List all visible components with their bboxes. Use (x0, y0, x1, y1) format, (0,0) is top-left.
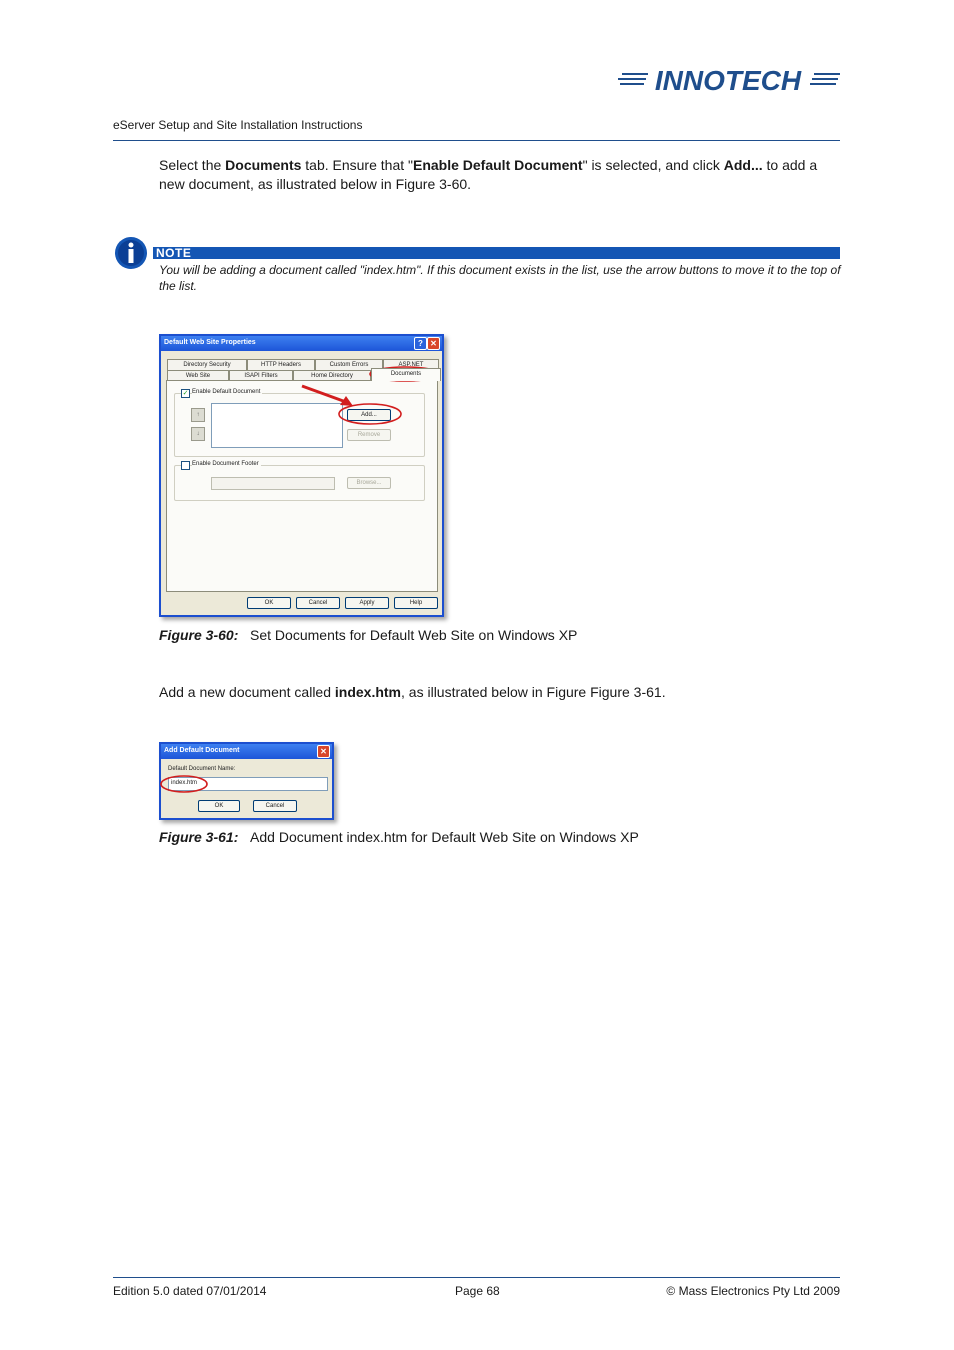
dialog-title: Default Web Site Properties (164, 339, 256, 346)
index-htm-highlight (161, 776, 207, 792)
help-icon[interactable]: ? (414, 337, 427, 350)
move-down-arrow-icon[interactable]: ↓ (191, 427, 205, 441)
enable-document-footer-checkbox[interactable] (181, 461, 190, 470)
footer-edition: Edition 5.0 dated 07/01/2014 (113, 1284, 267, 1298)
document-title: eServer Setup and Site Installation Instructions (113, 118, 363, 132)
footer-page-number: Page 68 (455, 1284, 500, 1298)
tab-home-directory[interactable]: Home Directory (293, 370, 371, 381)
tab-http-headers[interactable]: HTTP Headers (247, 359, 315, 370)
cancel-button[interactable]: Cancel (253, 800, 297, 812)
figure-2-annotation (158, 772, 218, 796)
tab-isapi-filters[interactable]: ISAPI Filters (229, 370, 293, 381)
innotech-logo (618, 62, 842, 96)
header-rule (113, 140, 840, 141)
note-label: NOTE (156, 246, 192, 260)
svg-text:INNOTECH: INNOTECH (654, 65, 802, 96)
tab-web-site[interactable]: Web Site (167, 370, 229, 381)
close-icon[interactable]: ✕ (427, 337, 440, 350)
ok-button[interactable]: OK (247, 597, 291, 609)
tab-asp-net[interactable]: ASP.NET (383, 359, 439, 370)
tab-directory-security[interactable]: Directory Security (167, 359, 247, 370)
figure-1-caption: Figure 3-60: Set Documents for Default Web Site on Windows XP (159, 627, 578, 643)
enable-default-document-checkbox[interactable]: ✓ (182, 390, 189, 397)
paragraph-2: Add a new document called index.htm, as illustrated below in Figure Figure 3-61. (159, 684, 666, 700)
footer-path-input (211, 477, 335, 490)
figure-1-annotations (150, 330, 450, 450)
paragraph-1: Select the Documents tab. Ensure that "Enable Default Document" is selected, and click Add... to add a new document, as illustrated below in Figure 3-60. (159, 157, 818, 192)
move-up-arrow-icon[interactable]: ↑ (191, 408, 205, 422)
tab-documents[interactable]: Documents (371, 368, 441, 381)
pointer-arrow-line (302, 386, 346, 402)
remove-button: Remove (347, 429, 391, 441)
footer-rule (113, 1277, 840, 1278)
document-name-value: index.htm (171, 780, 198, 786)
info-icon (114, 236, 148, 270)
add-button-highlight (339, 404, 401, 424)
close-icon[interactable]: ✕ (317, 745, 330, 758)
apply-button[interactable]: Apply (345, 597, 389, 609)
enable-document-footer-label: Enable Document Footer (192, 461, 259, 467)
note-text: You will be adding a document called "index.htm". If this document exists in the list, use the arrow buttons to move it to the top of the list. (159, 263, 841, 293)
cancel-button[interactable]: Cancel (296, 597, 340, 609)
note-bar (153, 247, 840, 259)
tab-custom-errors[interactable]: Custom Errors (315, 359, 383, 370)
ok-button[interactable]: OK (198, 800, 240, 812)
dialog-title: Add Default Document (164, 747, 240, 754)
help-button[interactable]: Help (394, 597, 438, 609)
add-button[interactable]: Add... (347, 409, 391, 421)
browse-button: Browse... (347, 477, 391, 489)
document-name-label: Default Document Name: (168, 766, 236, 772)
figure-2-caption: Figure 3-61: Add Document index.htm for Default Web Site on Windows XP (159, 829, 639, 845)
footer-copyright: © Mass Electronics Pty Ltd 2009 (666, 1284, 840, 1298)
dialog-titlebar (161, 744, 332, 759)
enable-default-document-label: Enable Default Document (192, 389, 261, 395)
